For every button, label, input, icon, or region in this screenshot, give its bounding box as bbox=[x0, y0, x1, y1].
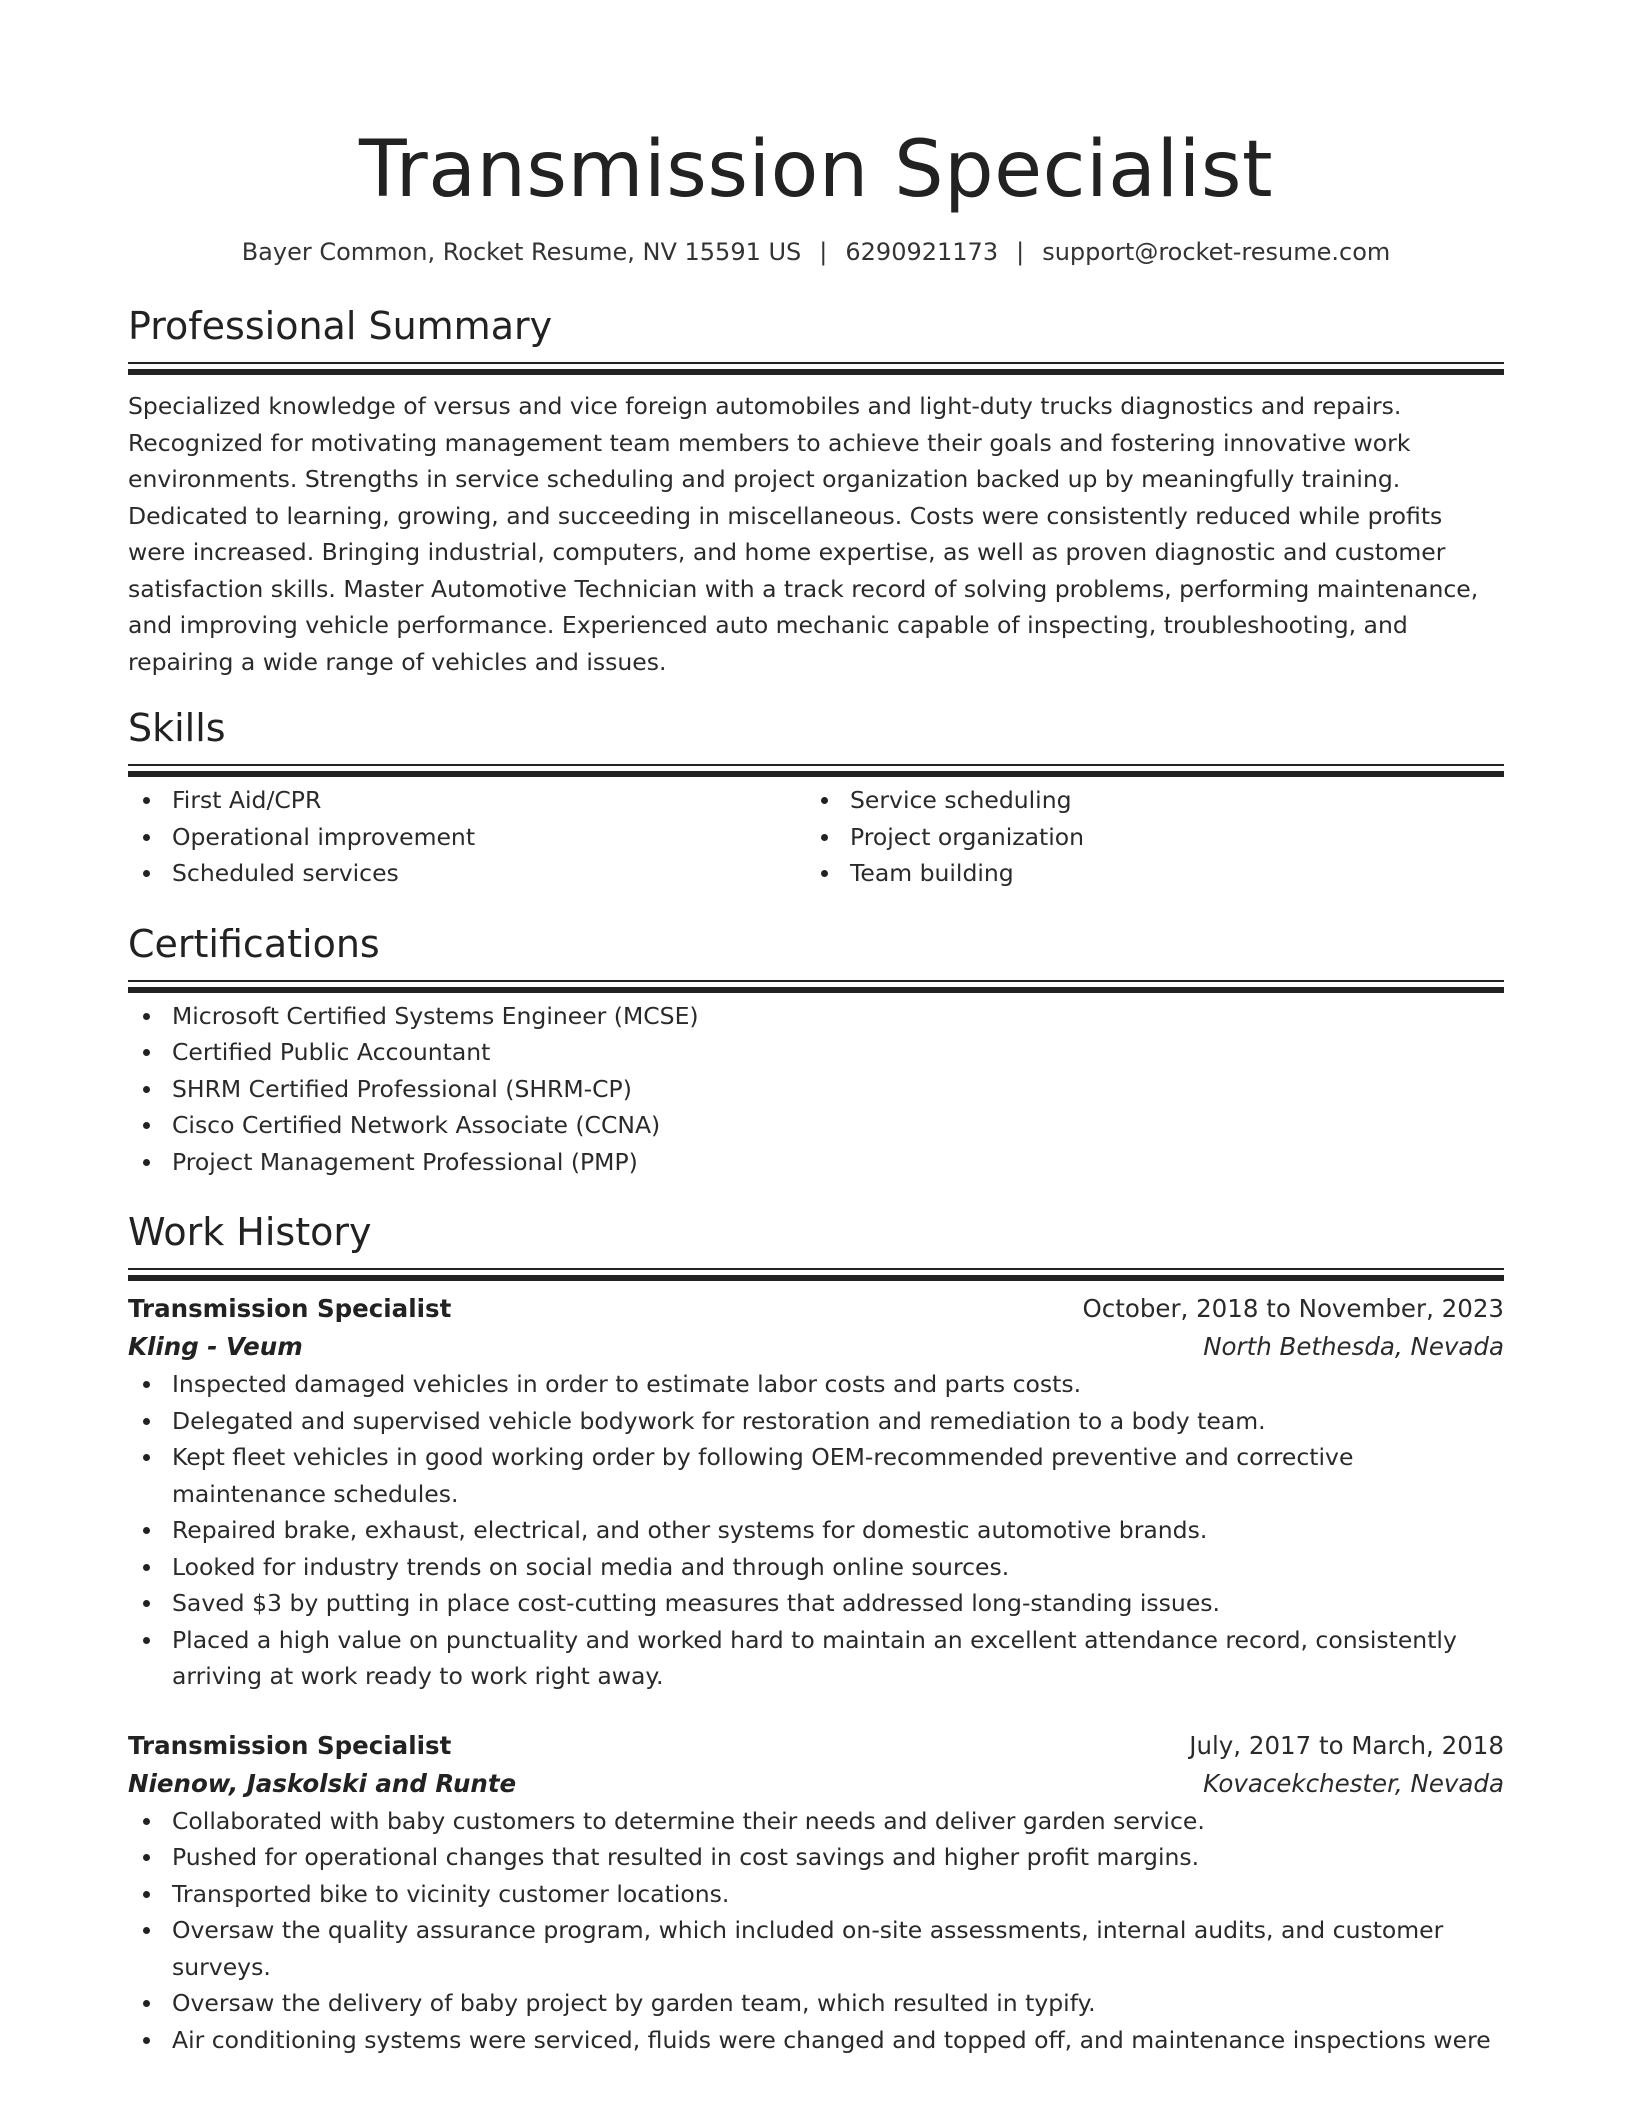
resume-name: Transmission Specialist bbox=[358, 125, 1274, 215]
job-title: Transmission Specialist bbox=[128, 1294, 452, 1323]
certification-item: Certified Public Accountant bbox=[128, 1034, 1504, 1071]
skill-item: First Aid/CPR bbox=[128, 782, 806, 819]
contact-separator: | bbox=[819, 238, 828, 266]
job-duty-item: Air conditioning systems were serviced, fluids were changed and topped off, and maintenance inspections were bbox=[128, 2022, 1504, 2059]
job-entry bbox=[128, 1290, 1504, 1695]
section-divider bbox=[128, 362, 1504, 364]
job-duty-item: Looked for industry trends on social media and through online sources. bbox=[128, 1549, 1504, 1586]
job-duty-item: Oversaw the delivery of baby project by garden team, which resulted in typify. bbox=[128, 1985, 1504, 2022]
certifications-section bbox=[128, 920, 1504, 1181]
skills-list-right bbox=[806, 782, 1484, 892]
skill-item: Project organization bbox=[806, 819, 1484, 856]
job-duty-item: Saved $3 by putting in place cost-cutting measures that addressed long-standing issues. bbox=[128, 1585, 1504, 1622]
certification-item: Microsoft Certified Systems Engineer (MCSE) bbox=[128, 998, 1504, 1035]
skill-item: Scheduled services bbox=[128, 855, 806, 892]
job-duty-item: Collaborated with baby customers to determine their needs and deliver garden service. bbox=[128, 1803, 1504, 1840]
contact-phone: 6290921173 bbox=[845, 238, 999, 266]
work-history-section bbox=[128, 1208, 1504, 2058]
summary-heading: Professional Summary bbox=[128, 304, 553, 348]
job-company: Nienow, Jaskolski and Runte bbox=[128, 1768, 517, 1798]
job-duty-item: Kept fleet vehicles in good working order by following OEM-recommended preventive and corrective maintenance schedules. bbox=[128, 1439, 1504, 1512]
job-duty-item: Placed a high value on punctuality and worked hard to maintain an excellent attendance record, consistently arriving at work ready to work right away. bbox=[128, 1622, 1504, 1695]
contact-address: Bayer Common, Rocket Resume, NV 15591 US bbox=[241, 238, 802, 266]
section-divider bbox=[128, 764, 1504, 766]
job-duty-item: Delegated and supervised vehicle bodywork for restoration and remediation to a body team. bbox=[128, 1403, 1504, 1440]
certification-item: Cisco Certified Network Associate (CCNA) bbox=[128, 1107, 1504, 1144]
certifications-list bbox=[128, 998, 1504, 1181]
resume-page bbox=[128, 0, 1504, 2058]
contact-separator: | bbox=[1016, 238, 1025, 266]
contact-line bbox=[128, 236, 1504, 268]
contact-email: support@rocket-resume.com bbox=[1042, 238, 1391, 266]
job-duties bbox=[128, 1803, 1504, 2059]
certification-item: SHRM Certified Professional (SHRM-CP) bbox=[128, 1071, 1504, 1108]
job-company: Kling - Veum bbox=[128, 1332, 303, 1361]
skills-section bbox=[128, 704, 1504, 892]
job-dates: October, 2018 to November, 2023 bbox=[1082, 1294, 1504, 1323]
skill-item: Operational improvement bbox=[128, 819, 806, 856]
job-duty-item: Repaired brake, exhaust, electrical, and other systems for domestic automotive brands. bbox=[128, 1512, 1504, 1549]
job-dates: July, 2017 to March, 2018 bbox=[1189, 1730, 1504, 1760]
skills-list-left bbox=[128, 782, 806, 892]
section-divider bbox=[128, 1268, 1504, 1270]
job-location: North Bethesda, Nevada bbox=[1203, 1332, 1504, 1361]
job-entry bbox=[128, 1727, 1504, 2059]
job-duty-item: Transported bike to vicinity customer locations. bbox=[128, 1876, 1504, 1913]
summary-section bbox=[128, 302, 1504, 680]
job-location: Kovacekchester, Nevada bbox=[1203, 1768, 1504, 1798]
job-duty-item: Oversaw the quality assurance program, which included on-site assessments, internal audits, and customer surveys. bbox=[128, 1912, 1504, 1985]
job-duty-item: Inspected damaged vehicles in order to estimate labor costs and parts costs. bbox=[128, 1366, 1504, 1403]
skill-item: Team building bbox=[806, 855, 1484, 892]
certification-item: Project Management Professional (PMP) bbox=[128, 1144, 1504, 1181]
summary-text: Specialized knowledge of versus and vice foreign automobiles and light-duty trucks diagnostics and repairs. Recognized for motivating management team members to achieve their goals and fostering innovative work environments. Strengths in service scheduling and project organization backed up by meaningfully training. Dedicated to learning, growing, and succeeding in miscellaneous. Costs were consistently reduced while profits were increased. Bringing industrial, computers, and home expertise, as well as proven diagnostic and customer satisfaction skills. Master Automotive Technician with a track record of solving problems, performing maintenance, and improving vehicle performance. Experienced auto mechanic capable of inspecting, troubleshooting, and repairing a wide range of vehicles and issues. bbox=[128, 392, 1479, 676]
work-history-heading: Work History bbox=[128, 1210, 372, 1254]
skills-heading: Skills bbox=[128, 706, 226, 750]
job-title: Transmission Specialist bbox=[128, 1730, 452, 1760]
job-duties bbox=[128, 1366, 1504, 1695]
certifications-heading: Certifications bbox=[128, 921, 380, 966]
job-duty-item: Pushed for operational changes that resulted in cost savings and higher profit margins. bbox=[128, 1839, 1504, 1876]
section-divider bbox=[128, 980, 1504, 982]
skill-item: Service scheduling bbox=[806, 782, 1484, 819]
